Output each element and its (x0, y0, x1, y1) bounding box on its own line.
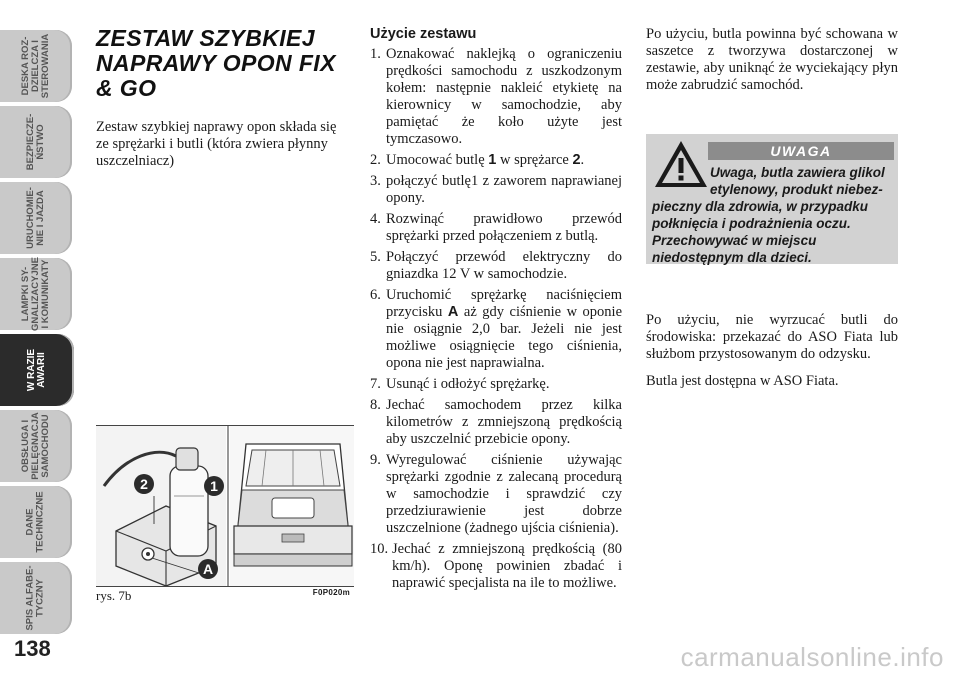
figure-7b (96, 425, 354, 605)
tab-dane-techniczne[interactable] (0, 486, 72, 558)
tab-bezpieczenstwo[interactable] (0, 106, 72, 178)
step-text (386, 173, 622, 207)
step-text-part: połączyć butlę1 z zaworem naprawianej opony. (386, 173, 622, 206)
step-text (386, 249, 622, 283)
step-number: 8. (370, 397, 381, 413)
step-text (386, 287, 622, 372)
step-number: 7. (370, 376, 381, 392)
step-text (386, 211, 622, 245)
step-text-part: Jechać z zmniejszoną prędkością (80 km/h). Oponę powinien zbadać i naprawić specjalista na ile to możliwe. (392, 541, 622, 591)
intro-paragraph: Zestaw szybkiej naprawy opon składa się ze sprężarki i butli (która zwiera płynny uszczelniacz) (96, 119, 337, 169)
usage-steps (370, 46, 622, 592)
column-2 (370, 26, 622, 596)
step-number: 6. (370, 287, 381, 303)
step-text-part: aż gdy ciśnienie w oponie nie osiągnie 2,0 bar. Jeżeli nie jest możliwe osiągnięcie tego ciśnienia, opona nie jest naprawialna. (386, 304, 623, 371)
usage-heading: Użycie zestawu (370, 26, 477, 42)
step-text-part: Jechać samochodem przez kilka kilometrów z zmniejszoną prędkością aby uszczelnić przebicie opony. (386, 397, 622, 447)
column-1 (96, 26, 352, 170)
disposal-paragraph: Po użyciu, nie wyrzucać butli do środowiska: przekazać do ASO Fiata lub służbom przystosowanym do odzysku. (646, 312, 898, 362)
tab-label: DESKA ROZ- DZIELCZA I STEROWANIA (19, 33, 51, 99)
tab-deska-rozdzielcza[interactable] (0, 30, 72, 102)
step-text-part: Rozwinąć prawidłowo przewód sprężarki przed połączeniem z butlą. (386, 211, 622, 244)
list-item (370, 173, 622, 207)
callout-a: A (202, 561, 214, 577)
step-text-part: . (580, 152, 585, 168)
step-text-part: Połączyć przewód elektryczny do gniazdka 12 V w samochodzie. (386, 249, 622, 282)
figure-caption: rys. 7b (96, 588, 132, 603)
warning-text-rest: pieczny dla zdrowia, w przypadku połknięcia i podrażnienia oczu. Przechowywać w miejscu niedostępnym dla dzieci. (652, 199, 869, 265)
availability-paragraph: Butla jest dostępna w ASO Fiata. (646, 373, 839, 389)
list-item (370, 376, 622, 393)
ref-bottle: 1 (488, 152, 497, 168)
figure-frame (96, 425, 354, 587)
watermark: carmanualsonline.info (680, 642, 944, 672)
tab-label: URUCHOMIE- NIE I JAZDA (25, 187, 46, 249)
repair-kit-illustration (96, 426, 354, 586)
figure-code: F0P020m (312, 588, 350, 597)
ref-compressor: 2 (572, 152, 581, 168)
warning-label: UWAGA (708, 142, 894, 160)
step-number: 3. (370, 173, 381, 189)
step-number: 2. (370, 152, 381, 168)
list-item (370, 397, 622, 448)
step-number: 5. (370, 249, 381, 265)
step-number: 9. (370, 452, 381, 468)
step-text-part: Umocować butlę (386, 152, 489, 168)
warning-box (646, 134, 898, 264)
list-item (370, 287, 622, 372)
step-text-part: Usunąć i odłożyć sprężarkę. (386, 376, 550, 392)
step-text (386, 152, 622, 169)
column-3 (646, 26, 898, 104)
tab-spis-alfabetyczny[interactable] (0, 562, 72, 634)
tab-w-razie-awarii[interactable] (0, 334, 74, 406)
storage-paragraph: Po użyciu, butla powinna być schowana w saszetce z tworzywa dostarczonej w zestawie, aby uniknąć że wyciekający płyn może zabrudzić samochód. (646, 26, 898, 93)
column-3-lower (646, 312, 898, 400)
warning-text-line1: Uwaga, butla zawiera glikol etylenowy, produkt niebez- (710, 165, 885, 197)
tab-uruchomienie[interactable] (0, 182, 72, 254)
list-item (370, 249, 622, 283)
tab-label: SPIS ALFABE- TYCZNY (24, 565, 46, 631)
step-text-part: Wyregulować ciśnienie używając sprężarki zgodnie z zalecaną procedurą w samochodzie i sprawdzić czy przedziurawienie jest dobrze uszczelnione (żadnego ujścia ciśnienia). (386, 452, 622, 536)
step-number: 1. (370, 46, 381, 62)
step-number: 10. (370, 541, 389, 557)
list-item (370, 452, 622, 537)
step-text (386, 397, 622, 448)
page-number: 138 (14, 636, 51, 661)
step-text (386, 46, 622, 148)
warning-text (652, 164, 894, 266)
tab-label: LAMPKI SY- GNALIZACYJNE I KOMUNIKATY (20, 257, 51, 331)
list-item (370, 152, 622, 169)
ref-button-a: A (447, 304, 459, 320)
tab-label: BEZPIECZE- ŃSTWO (24, 113, 46, 171)
step-text (386, 452, 622, 537)
list-item (370, 46, 622, 148)
page-title: ZESTAW SZYBKIEJ NAPRAWY OPON FIX & GO (96, 25, 336, 101)
tab-lampki[interactable] (0, 258, 72, 330)
tab-label: DANE TECHNICZNE (24, 491, 46, 553)
list-item (370, 541, 622, 592)
tab-obsluga[interactable] (0, 410, 72, 482)
step-text-part: Oznakować naklejką o ograniczeniu prędkości samochodu z uszkodzonym kołem: następnie nakleić etykietę na kierownicy w samochodzie, aby pamiętać że koło użyte jest tymczasowo. (386, 46, 622, 147)
step-number: 4. (370, 211, 381, 227)
tab-label: W RAZIE AWARII (26, 348, 47, 392)
callout-1: 1 (210, 478, 218, 494)
step-text-part: Uruchomić sprężarkę naciśnięciem przycisku (386, 287, 622, 320)
step-text-part: w sprężarce (496, 152, 573, 168)
callout-2: 2 (140, 476, 148, 492)
step-text (392, 541, 622, 592)
step-text (386, 376, 622, 393)
list-item (370, 211, 622, 245)
tab-label: OBSŁUGA I PIELĘGNACJA SAMOCHODU (19, 412, 51, 480)
